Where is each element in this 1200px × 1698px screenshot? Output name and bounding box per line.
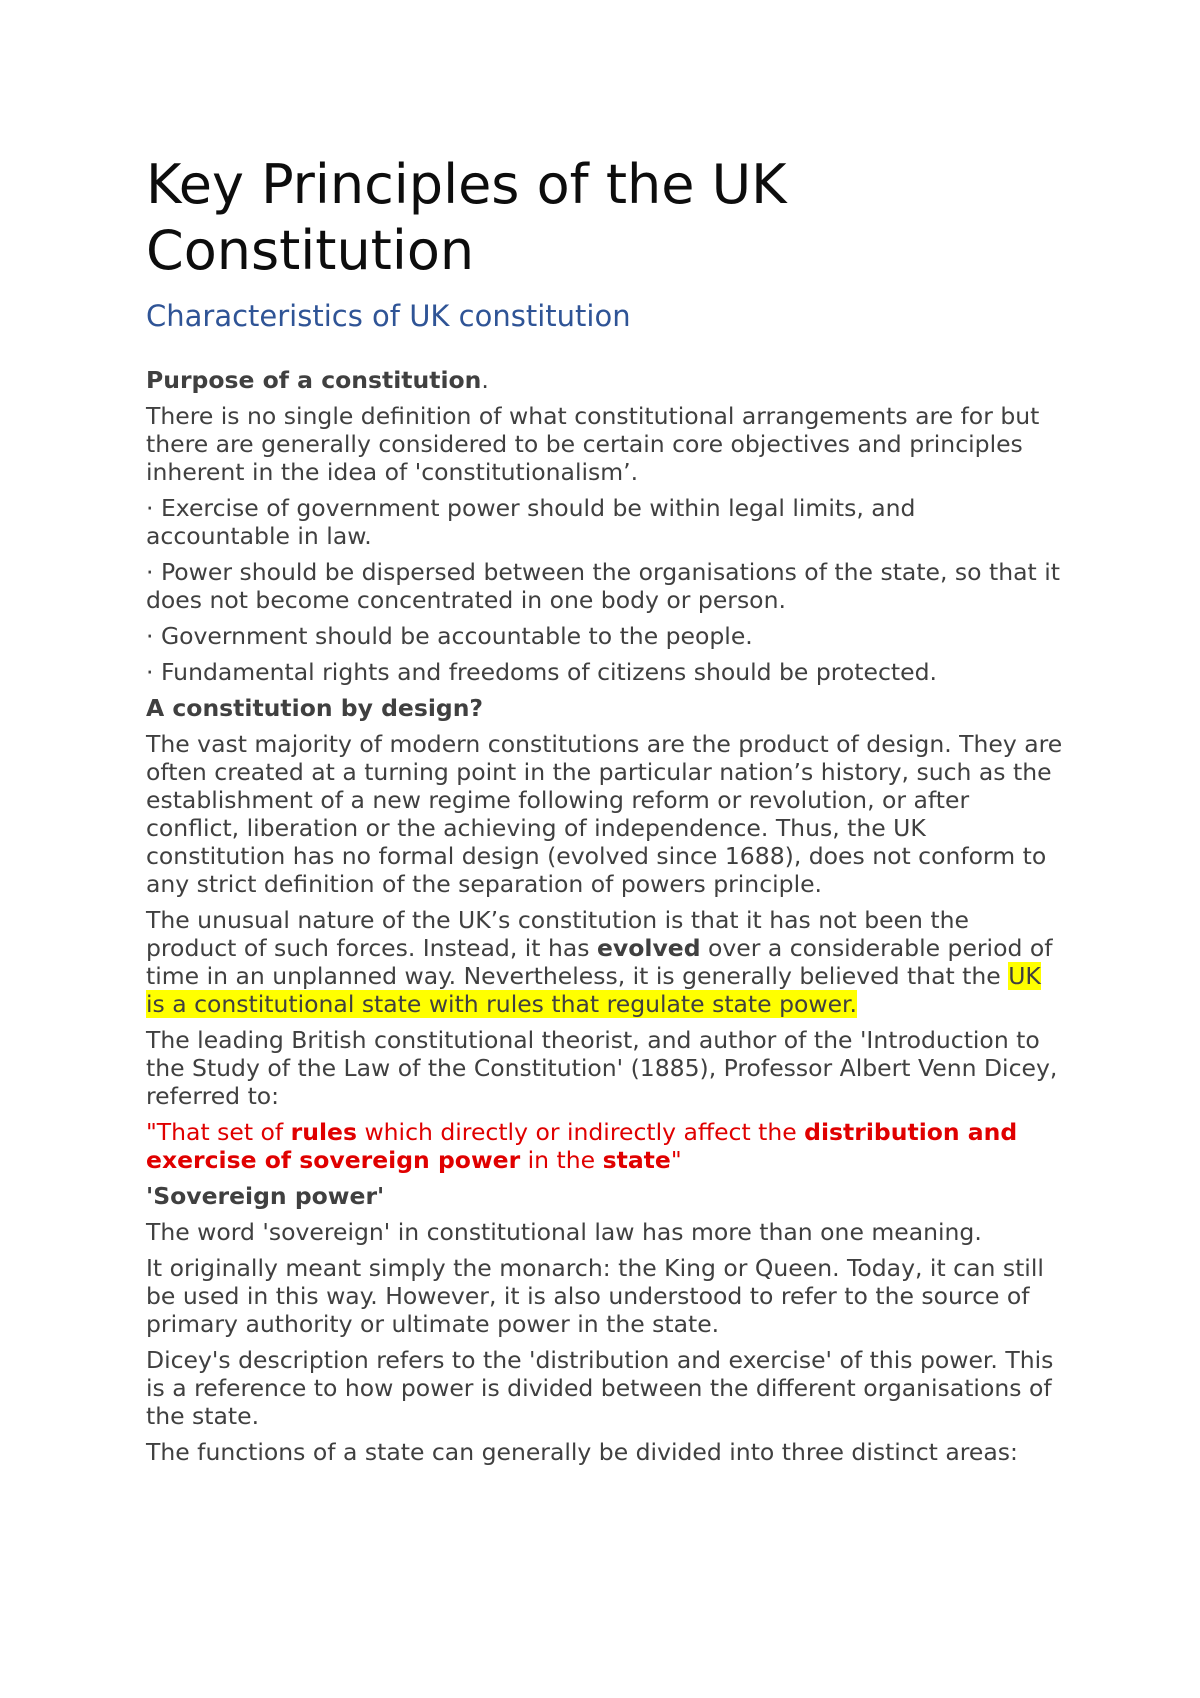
quote-text-3: in the: [520, 1146, 603, 1174]
purpose-intro: There is no single definition of what constitutional arrangements are for but there are generally considered to be certain core objectives and principles inherent in the idea of 'constitutionalism’.: [146, 402, 1040, 486]
unusual-paragraph: [146, 906, 1066, 1018]
design-paragraph: The vast majority of modern constitutions are the product of design. They are often created at a turning point in the particular nation’s history, such as the establishment of a new regime following reform or revolution, or after conflict, liberation or the achieving of independence. Thus, the UK constitution has no formal design (evolved since 1688), does not conform to any strict definition of the separation of powers principle.: [146, 730, 1063, 898]
sovereign-paragraph-3: Dicey's description refers to the 'distribution and exercise' of this power. This is a reference to how power is divided between the different organisations of the state.: [146, 1346, 1054, 1430]
bullet-item: · Power should be dispersed between the organisations of the state, so that it does not become concentrated in one body or person.: [146, 558, 1060, 614]
quote-text-4: ": [670, 1146, 682, 1174]
quote-bold-1: rules: [290, 1118, 357, 1146]
purpose-heading-text: Purpose of a constitution: [146, 366, 482, 394]
quote-text-2: which directly or indirectly affect the: [356, 1118, 805, 1146]
design-heading: A constitution by design?: [146, 694, 484, 722]
bullet-item: · Exercise of government power should be within legal limits, and accountable in law.: [146, 494, 916, 550]
unusual-text-1: The unusual nature of the UK’s constitution is that it has not been the product of such forces. Instead, it has: [146, 906, 969, 962]
dicey-quote: [146, 1118, 1066, 1174]
sovereign-paragraph-2: It originally meant simply the monarch: the King or Queen. Today, it can still be used in this way. However, it is also understood to refer to the source of primary authority or ultimate power in the state.: [146, 1254, 1044, 1338]
unusual-bold: evolved: [596, 934, 701, 962]
sovereign-paragraph-1: The word 'sovereign' in constitutional law has more than one meaning.: [146, 1218, 982, 1246]
unusual-text-2: over a considerable period of time in an unplanned way. Nevertheless, it is generally believed that the: [146, 934, 1053, 990]
purpose-heading: [146, 366, 1066, 394]
sovereign-paragraph-4: The functions of a state can generally be divided into three distinct areas:: [146, 1438, 1018, 1466]
bullet-item: · Fundamental rights and freedoms of citizens should be protected.: [146, 658, 937, 686]
quote-bold-2: distribution and exercise of sovereign power: [146, 1118, 1018, 1174]
document-body: [146, 366, 1066, 1474]
highlighted-text: UK is a constitutional state with rules that regulate state power.: [146, 962, 1041, 1018]
bullet-item: · Government should be accountable to the people.: [146, 622, 753, 650]
quote-text-1: "That set of: [146, 1118, 291, 1146]
purpose-heading-end: .: [481, 366, 489, 394]
document-title: Key Principles of the UK Constitution: [146, 153, 787, 282]
quote-bold-3: state: [602, 1146, 671, 1174]
sovereign-heading: 'Sovereign power': [146, 1182, 385, 1210]
dicey-paragraph: The leading British constitutional theorist, and author of the 'Introduction to the Study of the Law of the Constitution' (1885), Professor Albert Venn Dicey, referred to:: [146, 1026, 1058, 1110]
document-subtitle: Characteristics of UK constitution: [146, 299, 631, 333]
